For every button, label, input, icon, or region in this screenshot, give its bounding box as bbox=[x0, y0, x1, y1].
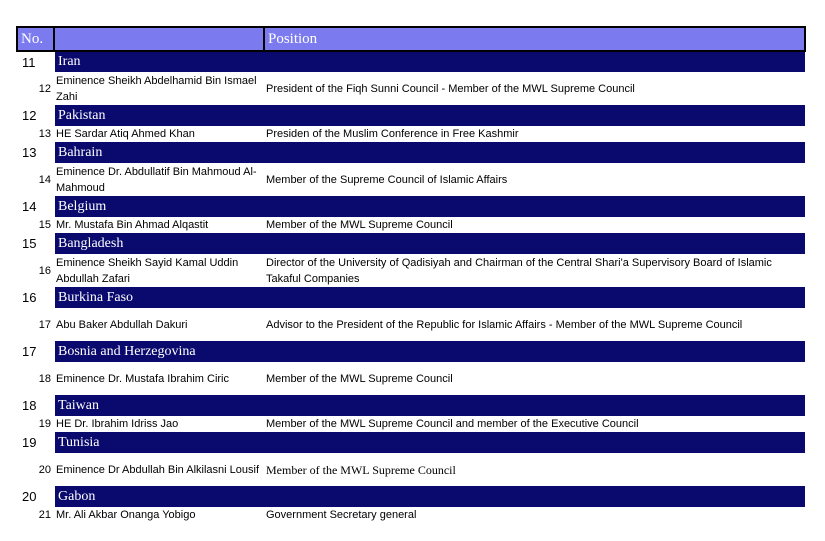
country-name: Taiwan bbox=[54, 395, 805, 416]
country-name: Burkina Faso bbox=[54, 287, 805, 308]
member-position: Member of the MWL Supreme Council bbox=[266, 372, 453, 385]
country-row bbox=[17, 287, 805, 308]
country-row bbox=[17, 105, 805, 126]
member-row bbox=[17, 308, 805, 341]
member-name: Mr. Ali Akbar Onanga Yobigo bbox=[56, 509, 196, 521]
table-header-row bbox=[17, 27, 805, 51]
member-name: Eminence Sheikh Sayid Kamal Uddin Abdullah Zafari bbox=[56, 256, 239, 285]
member-position: Presiden of the Muslim Conference in Free Kashmir bbox=[266, 128, 519, 140]
country-name: Gabon bbox=[54, 486, 805, 507]
member-row bbox=[17, 507, 805, 523]
country-name: Bahrain bbox=[54, 142, 805, 163]
member-position: President of the Fiqh Sunni Council - Member of the MWL Supreme Council bbox=[266, 82, 635, 95]
member-row bbox=[17, 72, 805, 105]
members-table-container bbox=[16, 26, 804, 523]
member-row bbox=[17, 362, 805, 395]
country-number: 17 bbox=[17, 341, 54, 362]
country-number: 19 bbox=[17, 432, 54, 453]
country-number: 14 bbox=[17, 196, 54, 217]
member-number: 12 bbox=[38, 82, 51, 95]
country-number: 13 bbox=[17, 142, 54, 163]
member-row bbox=[17, 217, 805, 233]
country-row bbox=[17, 395, 805, 416]
country-row bbox=[17, 142, 805, 163]
country-row bbox=[17, 432, 805, 453]
country-row bbox=[17, 196, 805, 217]
member-number: 18 bbox=[38, 372, 51, 385]
country-name: Bosnia and Herzegovina bbox=[54, 341, 805, 362]
country-row bbox=[17, 51, 805, 72]
country-number: 20 bbox=[17, 486, 54, 507]
member-number: 13 bbox=[38, 128, 51, 140]
member-row bbox=[17, 163, 805, 196]
country-name: Iran bbox=[54, 51, 805, 72]
country-number: 12 bbox=[17, 105, 54, 126]
member-name: Eminence Sheikh Abdelhamid Bin Ismael Zahi bbox=[56, 74, 257, 103]
header-no: No. bbox=[17, 27, 54, 51]
member-row bbox=[17, 453, 805, 486]
member-row bbox=[17, 254, 805, 287]
member-name: Abu Baker Abdullah Dakuri bbox=[56, 318, 188, 331]
member-name: HE Dr. Ibrahim Idriss Jao bbox=[56, 418, 179, 430]
member-row bbox=[17, 416, 805, 432]
country-name: Belgium bbox=[54, 196, 805, 217]
member-number: 16 bbox=[38, 264, 51, 277]
country-number: 16 bbox=[17, 287, 54, 308]
member-name: HE Sardar Atiq Ahmed Khan bbox=[56, 128, 195, 140]
member-number: 19 bbox=[38, 418, 51, 430]
member-name: Eminence Dr Abdullah Bin Alkilasni Lousif bbox=[56, 463, 260, 476]
member-position: Member of the MWL Supreme Council and member of the Executive Council bbox=[266, 418, 639, 430]
country-row bbox=[17, 233, 805, 254]
member-position: Member of the Supreme Council of Islamic Affairs bbox=[266, 173, 508, 186]
country-number: 15 bbox=[17, 233, 54, 254]
country-row bbox=[17, 341, 805, 362]
header-position: Position bbox=[264, 27, 805, 51]
header-name bbox=[54, 27, 264, 51]
member-number: 17 bbox=[38, 318, 51, 331]
member-name: Mr. Mustafa Bin Ahmad Alqastit bbox=[56, 219, 209, 231]
member-position: Director of the University of Qadisiyah and Chairman of the Central Shari'a Supervisory Board of Islamic Takaful Companies bbox=[266, 256, 772, 285]
member-number: 21 bbox=[38, 509, 51, 521]
member-row bbox=[17, 126, 805, 142]
member-name: Eminence Dr. Abdullatif Bin Mahmoud Al-Mahmoud bbox=[56, 165, 257, 194]
member-number: 15 bbox=[38, 219, 51, 231]
member-name: Eminence Dr. Mustafa Ibrahim Ciric bbox=[56, 372, 229, 385]
country-number: 18 bbox=[17, 395, 54, 416]
country-number: 11 bbox=[17, 51, 54, 72]
country-name: Tunisia bbox=[54, 432, 805, 453]
member-number: 20 bbox=[38, 463, 51, 476]
member-position: Government Secretary general bbox=[266, 509, 417, 521]
member-number: 14 bbox=[38, 173, 51, 186]
member-position: Member of the MWL Supreme Council bbox=[266, 462, 456, 477]
country-name: Bangladesh bbox=[54, 233, 805, 254]
member-position: Member of the MWL Supreme Council bbox=[266, 219, 453, 231]
members-table bbox=[16, 26, 806, 523]
country-name: Pakistan bbox=[54, 105, 805, 126]
member-position: Advisor to the President of the Republic for Islamic Affairs - Member of the MWL Supreme Council bbox=[266, 318, 743, 331]
country-row bbox=[17, 486, 805, 507]
